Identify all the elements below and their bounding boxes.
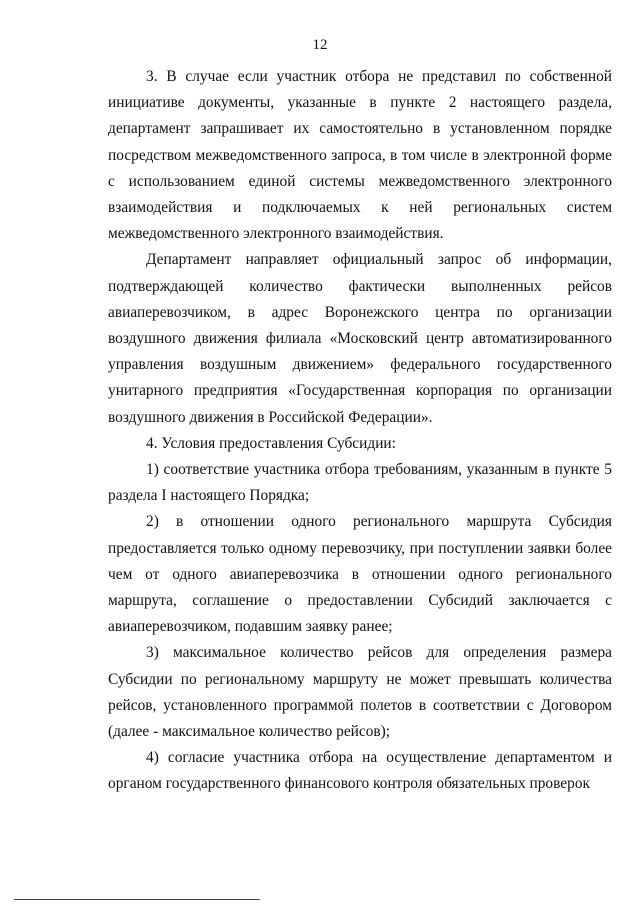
footnote-divider [14,899,260,900]
paragraph-condition-3: 3) максимальное количество рейсов для определения размера Субсидии по региональному маршруту не может превышать количества рейсов, установленного программой полетов в соответствии с Договором (далее - максимальное количество рейсов); [108,644,612,741]
document-body [108,64,612,798]
paragraph-department-request: Департамент направляет официальный запрос об информации, подтверждающей количество фактически выполненных рейсов авиаперевозчиком, в адрес Воронежского центра по организации воздушного движения филиала «Московский центр автоматизированного управления воздушным движением» федерального государственного унитарного предприятия «Государственная корпорация по организации воздушного движения в Российской Федерации». [108,251,612,426]
paragraph-condition-4: 4) согласие участника отбора на осуществление департаментом и органом государственного финансового контроля обязательных проверок [108,749,612,793]
page-number: 12 [312,37,328,53]
paragraph-item-4-heading: 4. Условия предоставления Субсидии: [146,434,396,452]
paragraph-item-3: 3. В случае если участник отбора не представил по собственной инициативе документы, указанные в пункте 2 настоящего раздела, департамент запрашивает их самостоятельно в установленном порядке посредством межведомственного запроса, в том числе в электронной форме с использованием единой системы межведомственного электронного взаимодействия и подключаемых к ней региональных систем межведомственного электронного взаимодействия. [108,68,612,243]
paragraph-condition-1: 1) соответствие участника отбора требованиям, указанным в пункте 5 раздела I настоящего Порядка; [108,461,612,505]
paragraph-condition-2: 2) в отношении одного регионального маршрута Субсидия предоставляется только одному перевозчику, при поступлении заявки более чем от одного авиаперевозчика в отношении одного регионального маршрута, соглашение о предоставлении Субсидий заключается с авиаперевозчиком, подавшим заявку ранее; [108,513,612,636]
